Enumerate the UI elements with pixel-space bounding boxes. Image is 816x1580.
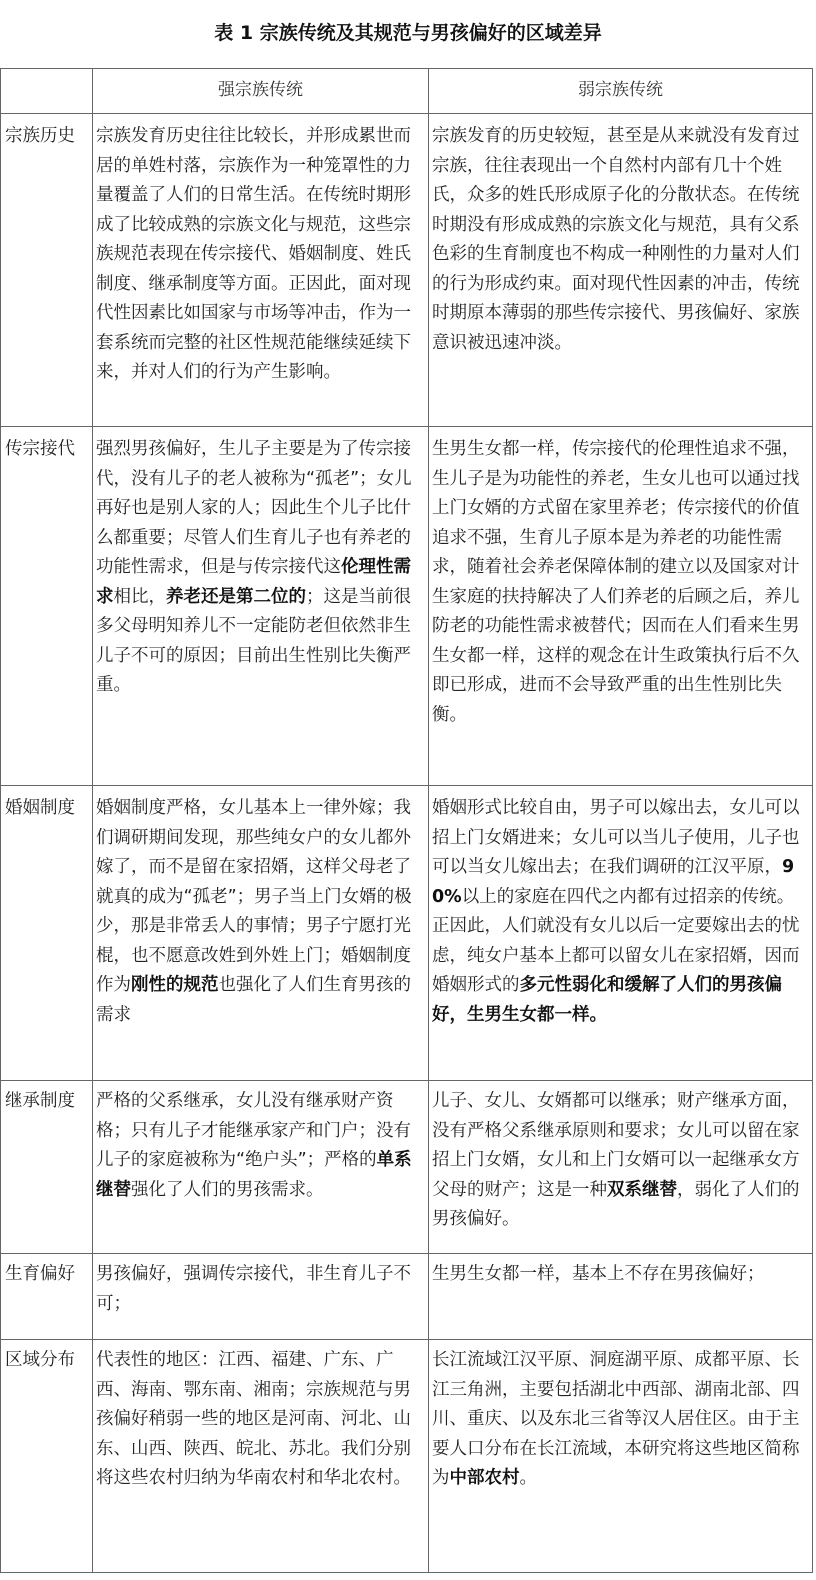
row-label: 区域分布 bbox=[1, 1340, 93, 1573]
text-segment: ，弱化了人们的男孩偏好。 bbox=[432, 1179, 800, 1229]
strong-cell bbox=[93, 1254, 429, 1340]
table-title: 表 1 宗族传统及其规范与男孩偏好的区域差异 bbox=[214, 22, 602, 44]
text-segment: 婚姻形式比较自由，男子可以嫁出去，女儿可以招上门女婿进来；女儿可以当儿子使用，儿子也可以当女儿嫁出去；在我们调研的江汉平原， bbox=[432, 798, 800, 877]
table-row bbox=[1, 786, 813, 1081]
weak-cell bbox=[429, 114, 813, 427]
row-label: 生育偏好 bbox=[1, 1254, 93, 1340]
text-segment: 代表性的地区：江西、福建、广东、广西、海南、鄂东南、湘南；宗族规范与男孩偏好稍弱一些的地区是河南、河北、山东、山西、陕西、皖北、苏北。我们分别将这些农村归纳为华南农村和华北农村。 bbox=[96, 1350, 411, 1488]
text-segment: 强化了人们的男孩需求。 bbox=[131, 1179, 324, 1200]
text-segment: 也强化了人们生育男孩的需求 bbox=[96, 975, 411, 1025]
text-segment: 儿子、女儿、女婿都可以继承；财产继承方面，没有严格父系继承原则和要求；女儿可以留在家招上门女婿，女儿和上门女婿可以一起继承女方父母的财产；这是一种 bbox=[432, 1091, 800, 1200]
weak-cell bbox=[429, 427, 813, 786]
bold-text-segment: 养老还是第二位的 bbox=[166, 586, 306, 607]
text-segment: ；这是当前很多父母明知养儿不一定能防老但依然非生儿子不可的原因；目前出生性别比失衡严重。 bbox=[96, 586, 411, 695]
bold-text-segment: 中部农村 bbox=[449, 1468, 520, 1488]
table-row bbox=[1, 427, 813, 786]
bold-text-segment: 双系继替 bbox=[607, 1179, 677, 1200]
strong-cell bbox=[93, 1340, 429, 1573]
weak-cell bbox=[429, 1254, 813, 1340]
table-row bbox=[1, 1081, 813, 1254]
strong-cell bbox=[93, 1081, 429, 1254]
row-label: 继承制度 bbox=[1, 1081, 93, 1254]
table-row bbox=[1, 114, 813, 427]
bold-text-segment: 单系继替 bbox=[96, 1150, 412, 1200]
comparison-table bbox=[0, 68, 813, 1573]
table-row bbox=[1, 1254, 813, 1340]
text-segment: 男孩偏好，强调传宗接代，非生育儿子不可； bbox=[96, 1264, 411, 1314]
strong-cell bbox=[93, 427, 429, 786]
header-strong-tradition: 强宗族传统 bbox=[93, 69, 429, 114]
text-segment: 。 bbox=[519, 1468, 537, 1488]
bold-text-segment: 多元性弱化和缓解了人们的男孩偏好，生男生女都一样。 bbox=[432, 975, 782, 1025]
text-segment: 宗族发育的历史较短，甚至是从来就没有发育过宗族，往往表现出一个自然村内部有几十个姓氏，众多的姓氏形成原子化的分散状态。在传统时期没有形成成熟的宗族文化与规范，具有父系色彩的生育制度也不构成一种刚性的力量对人们的行为形成约束。面对现代性因素的冲击，传统时期原本薄弱的那些传宗接代、男孩偏好、家族意识被迅速冲淡。 bbox=[432, 126, 800, 353]
strong-cell bbox=[93, 786, 429, 1081]
row-label: 传宗接代 bbox=[1, 427, 93, 786]
text-segment: 以上的家庭在四代之内都有过招亲的传统。正因此，人们就没有女儿以后一定要嫁出去的忧虑，纯女户基本上都可以留女儿在家招婿，因而婚姻形式的 bbox=[432, 886, 800, 995]
text-segment: 相比， bbox=[113, 586, 166, 607]
bold-text-segment: 刚性的规范 bbox=[131, 975, 219, 995]
text-segment: 长江流域江汉平原、洞庭湖平原、成都平原、长江三角洲，主要包括湖北中西部、湖南北部、四川、重庆、以及东北三省等汉人居住区。由于主要人口分布在长江流域，本研究将这些地区简称为 bbox=[432, 1350, 800, 1488]
weak-cell bbox=[429, 1340, 813, 1573]
header-corner-cell bbox=[1, 69, 93, 114]
strong-cell bbox=[93, 114, 429, 427]
bold-text-segment: 90% bbox=[432, 857, 795, 907]
text-segment: 宗族发育历史往往比较长，并形成累世而居的单姓村落，宗族作为一种笼罩性的力量覆盖了人们的日常生活。在传统时期形成了比较成熟的宗族文化与规范，这些宗族规范表现在传宗接代、婚姻制度、姓氏制度、继承制度等方面。正因此，面对现代性因素比如国家与市场等冲击，作为一套系统而完整的社区性规范能继续延续下来，并对人们的行为产生影响。 bbox=[96, 126, 411, 382]
row-label: 宗族历史 bbox=[1, 114, 93, 427]
text-segment: 生男生女都一样，传宗接代的伦理性追求不强，生儿子是为功能性的养老，生女儿也可以通过找上门女婿的方式留在家里养老；传宗接代的价值追求不强，生育儿子原本是为养老的功能性需求，随着社会养老保障体制的建立以及国家对计生家庭的扶持解决了人们养老的后顾之后，养儿防老的功能性需求被替代；因而在人们看来生男生女都一样，这样的观念在计生政策执行后不久即已形成，进而不会导致严重的出生性别比失衡。 bbox=[432, 439, 800, 725]
text-segment: 生男生女都一样，基本上不存在男孩偏好； bbox=[432, 1264, 765, 1284]
weak-cell bbox=[429, 1081, 813, 1254]
table-row bbox=[1, 1340, 813, 1573]
text-segment: 婚姻制度严格，女儿基本上一律外嫁；我们调研期间发现，那些纯女户的女儿都外嫁了，而不是留在家招婿，这样父母老了就真的成为“孤老”；男子当上门女婿的极少，那是非常丢人的事情；男子宁愿打光棍，也不愿意改姓到外姓上门；婚姻制度作为 bbox=[96, 798, 412, 995]
text-segment: 强烈男孩偏好，生儿子主要是为了传宗接代，没有儿子的老人被称为“孤老”；女儿再好也是别人家的人；因此生个儿子比什么都重要；尽管人们生育儿子也有养老的功能性需求，但是与传宗接代这 bbox=[96, 439, 412, 577]
weak-cell bbox=[429, 786, 813, 1081]
bold-text-segment: 伦理性需求 bbox=[96, 557, 411, 607]
header-weak-tradition: 弱宗族传统 bbox=[429, 69, 813, 114]
text-segment: 严格的父系继承，女儿没有继承财产资格；只有儿子才能继承家产和门户；没有儿子的家庭被称为“绝户头”；严格的 bbox=[96, 1091, 411, 1170]
table-header-row bbox=[1, 69, 813, 114]
row-label: 婚姻制度 bbox=[1, 786, 93, 1081]
